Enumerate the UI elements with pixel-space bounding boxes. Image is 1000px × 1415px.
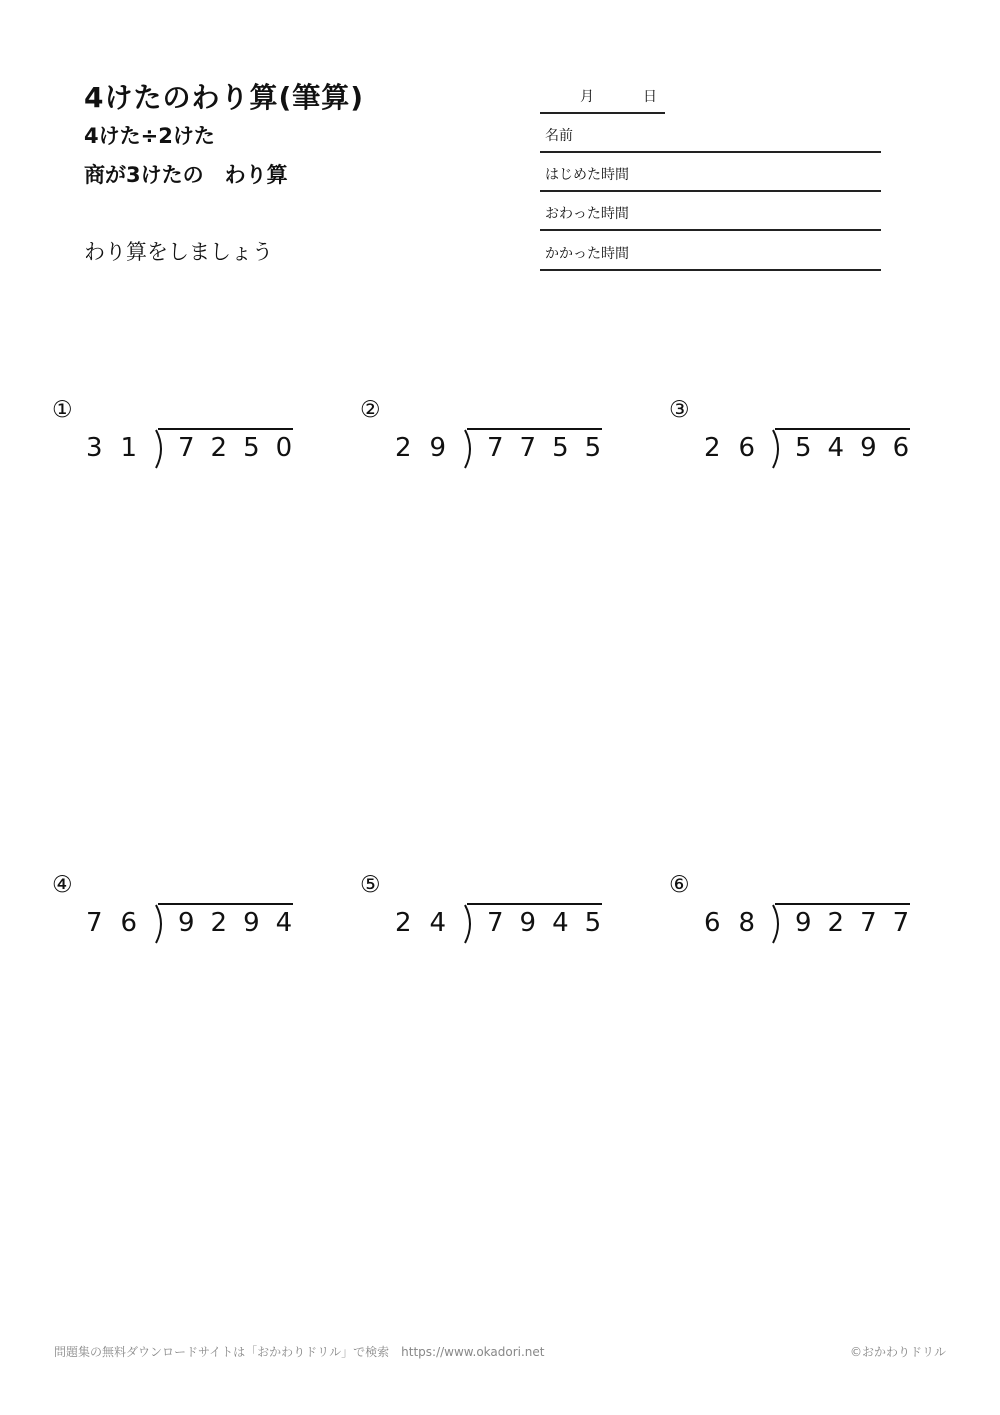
month-label: 月 (580, 89, 594, 105)
dividend: 7250 (178, 433, 309, 463)
copyright: ©おかわりドリル (850, 1345, 947, 1359)
worksheet-subtitle: 4けた÷2けた (84, 124, 215, 148)
dividend: 9277 (795, 908, 926, 938)
instruction-text: わり算をしましょう (84, 240, 273, 264)
divisor: 31 (86, 433, 156, 463)
division-bracket-icon (148, 428, 168, 470)
footer-note: 問題集の無料ダウンロードサイトは「おかわりドリル」で検索 https://www.okadori.net (54, 1345, 545, 1359)
start-time-line (540, 190, 881, 192)
worksheet-subtitle-2: 商が3けたの わり算 (84, 163, 288, 187)
problem-number: ① (52, 397, 73, 423)
divisor: 29 (395, 433, 465, 463)
end-time-label: おわった時間 (545, 206, 629, 222)
division-bracket-icon (457, 903, 477, 945)
elapsed-time-label: かかった時間 (545, 246, 629, 262)
division-bracket-icon (765, 428, 785, 470)
problem-number: ⑥ (669, 872, 690, 898)
divisor: 26 (704, 433, 774, 463)
end-time-line (540, 229, 881, 231)
division-bar (158, 903, 293, 905)
divisor: 68 (704, 908, 774, 938)
dividend: 5496 (795, 433, 926, 463)
name-line (540, 151, 881, 153)
dividend: 7945 (487, 908, 618, 938)
worksheet-title: 4けたのわり算(筆算) (84, 81, 365, 114)
division-bar (158, 428, 293, 430)
divisor: 24 (395, 908, 465, 938)
division-bar (467, 903, 602, 905)
division-bracket-icon (148, 903, 168, 945)
divisor: 76 (86, 908, 156, 938)
problem-number: ⑤ (360, 872, 381, 898)
date-line (540, 112, 665, 114)
division-bar (775, 428, 910, 430)
problem-number: ③ (669, 397, 690, 423)
dividend: 7755 (487, 433, 618, 463)
name-label: 名前 (545, 128, 573, 144)
division-bar (467, 428, 602, 430)
problem-number: ② (360, 397, 381, 423)
division-bar (775, 903, 910, 905)
dividend: 9294 (178, 908, 309, 938)
elapsed-time-line (540, 269, 881, 271)
division-bracket-icon (765, 903, 785, 945)
day-label: 日 (643, 89, 657, 105)
division-bracket-icon (457, 428, 477, 470)
start-time-label: はじめた時間 (545, 167, 629, 183)
problem-number: ④ (52, 872, 73, 898)
